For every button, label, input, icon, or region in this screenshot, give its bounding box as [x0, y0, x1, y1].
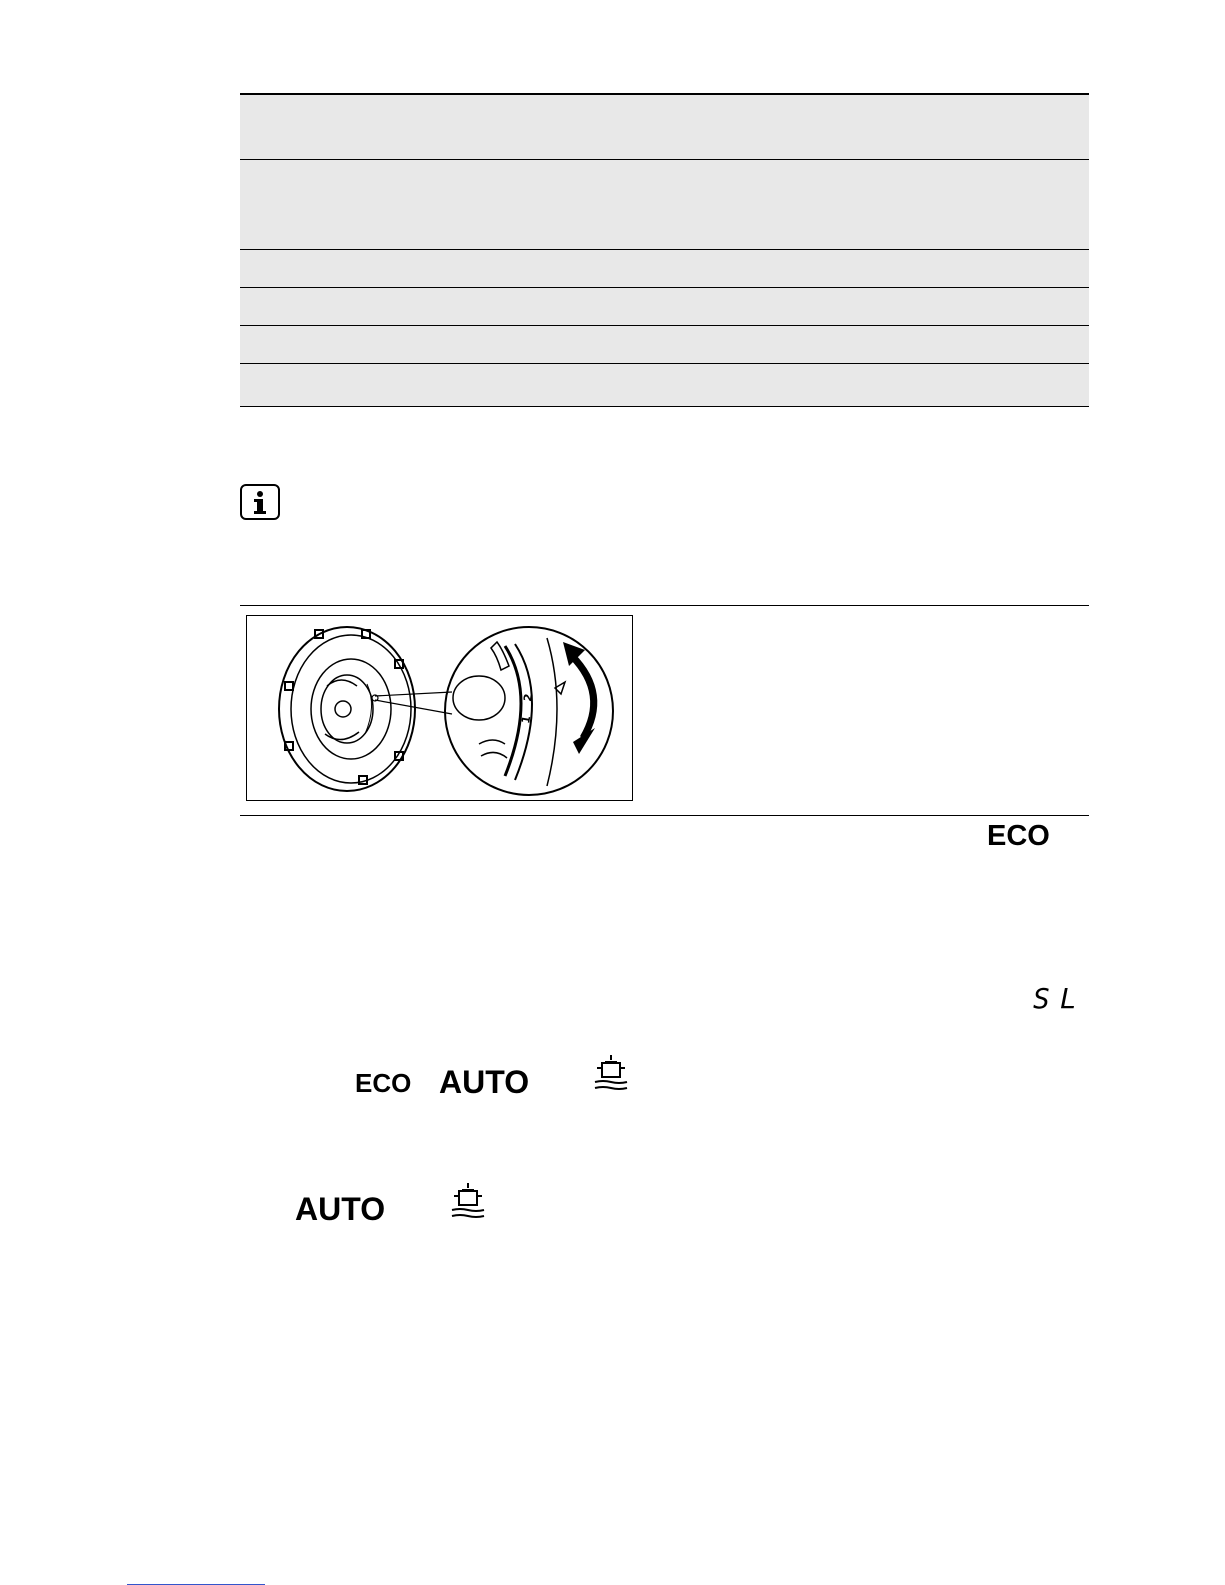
auto-symbol: AUTO — [439, 1064, 530, 1100]
eco-symbol: ECO — [355, 1068, 412, 1098]
table-row — [240, 95, 1089, 160]
rotate-arrow-icon — [563, 642, 595, 754]
eco-symbol: ECO — [987, 820, 1050, 852]
info-icon — [240, 484, 280, 520]
figure-top-rule — [240, 605, 1089, 606]
pot-icon — [448, 1182, 488, 1224]
dial-illustration — [246, 615, 633, 801]
table-row — [240, 326, 1089, 364]
auto-symbol: AUTO — [295, 1191, 386, 1227]
dial-number: 2 — [521, 692, 536, 703]
table-row — [240, 160, 1089, 250]
dial-drawing — [247, 616, 632, 800]
display-sl-indicator: SL — [1033, 982, 1087, 1015]
table-row — [240, 250, 1089, 288]
pot-icon — [591, 1054, 631, 1096]
table-row — [240, 364, 1089, 407]
dial-number: 1 — [519, 714, 534, 725]
figure-bottom-rule — [240, 815, 1089, 816]
table-row — [240, 288, 1089, 326]
